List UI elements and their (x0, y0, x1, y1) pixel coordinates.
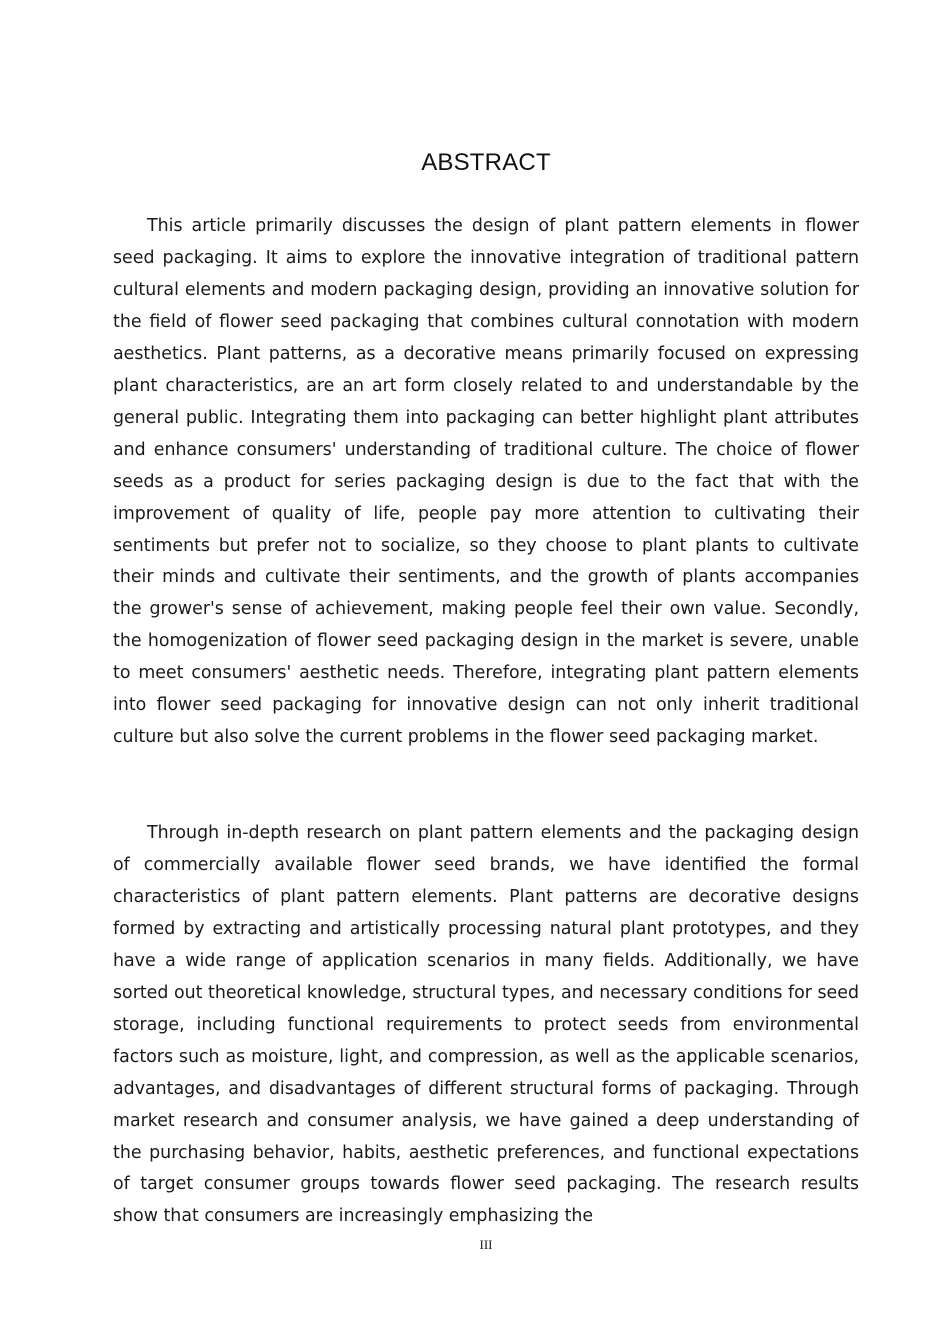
abstract-paragraph-1: This article primarily discusses the design of plant pattern elements in flower seed packaging. It aims to explore the innovative integration of traditional pattern cultural elements and modern packaging design, providing an innovative solution for the field of flower seed packaging that combines cultural connotation with modern aesthetics. Plant patterns, as a decorative means primarily focused on expressing plant characteristics, are an art form closely related to and understandable by the general public. Integrating them into packaging can better highlight plant attributes and enhance consumers' understanding of traditional culture. The choice of flower seeds as a product for series packaging design is due to the fact that with the improvement of quality of life, people pay more attention to cultivating their sentiments but prefer not to socialize, so they choose to plant plants to cultivate their minds and cultivate their sentiments, and the growth of plants accompanies the grower's sense of achievement, making people feel their own value. Secondly, the homogenization of flower seed packaging design in the market is severe, unable to meet consumers' aesthetic needs. Therefore, integrating plant pattern elements into flower seed packaging for innovative design can not only inherit traditional culture but also solve the current problems in the flower seed packaging market. (113, 216, 859, 748)
abstract-paragraph-2: Through in-depth research on plant pattern elements and the packaging design of commercially available flower seed brands, we have identified the formal characteristics of plant pattern elements. Plant patterns are decorative designs formed by extracting and artistically processing natural plant prototypes, and they have a wide range of application scenarios in many fields. Additionally, we have sorted out theoretical knowledge, structural types, and necessary conditions for seed storage, including functional requirements to protect seeds from environmental factors such as moisture, light, and compression, as well as the applicable scenarios, advantages, and disadvantages of different structural forms of packaging. Through market research and consumer analysis, we have gained a deep understanding of the purchasing behavior, habits, aesthetic preferences, and functional expectations of target consumer groups towards flower seed packaging. The research results show that consumers are increasingly emphasizing the (113, 823, 859, 1227)
abstract-title: ABSTRACT (421, 149, 551, 176)
page-number: III (479, 1237, 493, 1252)
